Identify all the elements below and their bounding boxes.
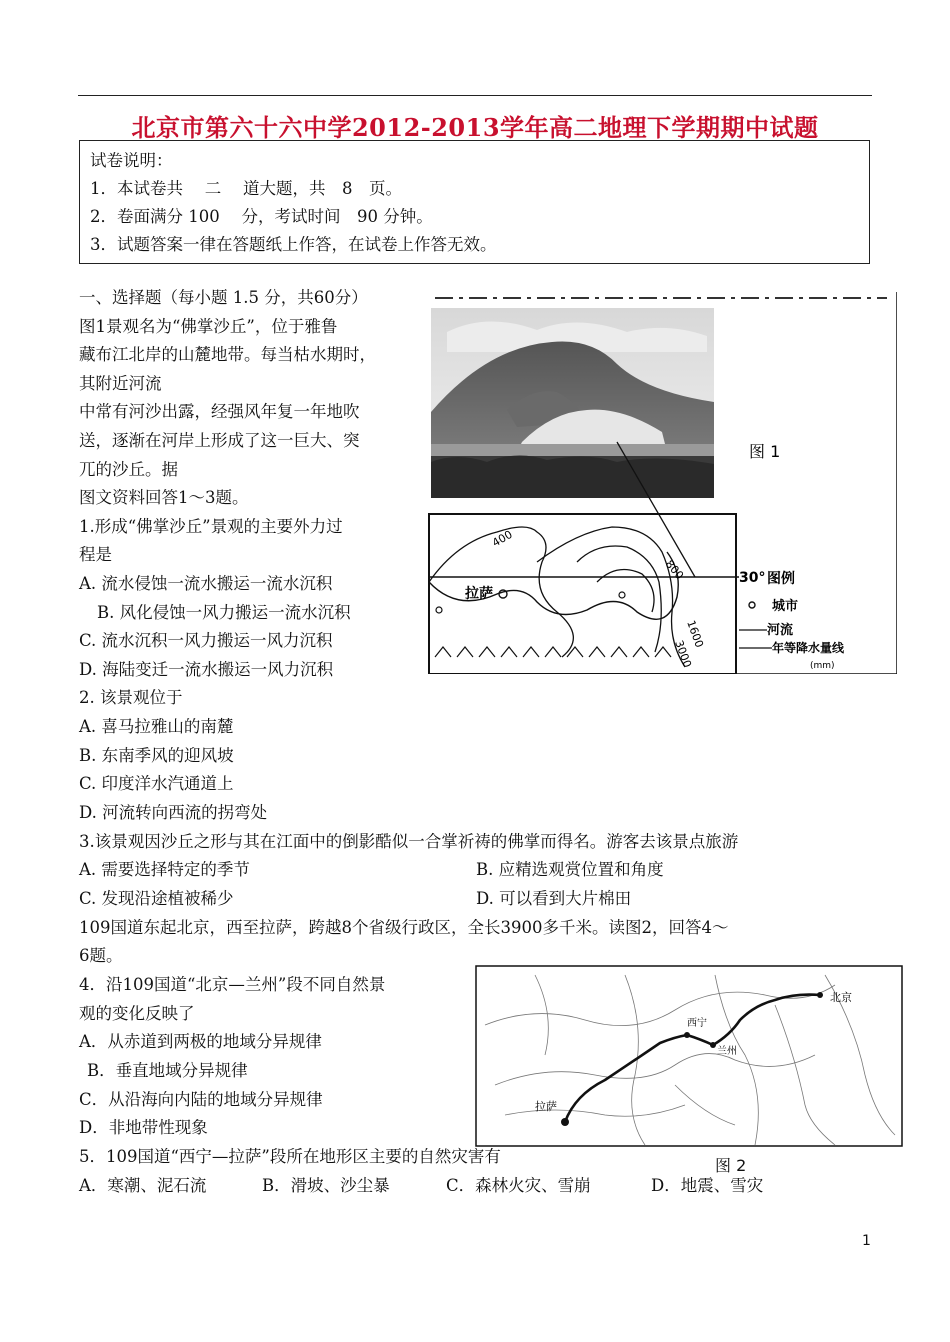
figure-1-caption: 图 1 [749,442,781,461]
question-4-stem: 观的变化反映了 [79,1004,195,1023]
note-item: 1．本试卷共 二 道大题，共 8 页。 [90,179,402,198]
city-label-beijing: 北京 [830,991,852,1004]
legend-unit: (mm) [810,661,835,671]
isohyet-label-400: 400 [490,527,515,550]
question-5-option-c: C．森林火灾、雪崩 [446,1176,591,1195]
question-5-stem: 5．109国道“西宁—拉萨”段所在地形区主要的自然灾害有 [79,1147,501,1166]
figure-2-caption: 图 2 [715,1156,747,1175]
question-4-option-b: B．垂直地域分异规律 [87,1061,248,1080]
intro-line: 送，逐渐在河岸上形成了这一巨大、突 [79,431,360,450]
question-1-option-c: C. 流水沉积一风力搬运一风力沉积 [79,631,333,650]
mountain-symbols [435,647,671,657]
sand-dune-photo [431,308,714,498]
city-marker-xining [684,1032,690,1038]
page-title: 北京市第六十六中学2012-2013学年高二地理下学期期中试题 [131,113,819,142]
question-1-option-b: B. 风化侵蚀一风力搬运一流水沉积 [97,603,351,622]
question-3-option-a: A. 需要选择特定的季节 [79,860,250,879]
legend-isohyet-label: 年等降水量线 [772,641,845,655]
question-5-option-b: B．滑坡、沙尘暴 [262,1176,390,1195]
question-2-stem: 2. 该景观位于 [79,688,183,707]
question-2-option-c: C. 印度洋水汽通道上 [79,774,234,793]
question-4-option-c: C．从沿海向内陆的地域分异规律 [79,1090,323,1109]
section-heading: 一、选择题（每小题 1.5 分，共60分） [79,288,368,307]
question-1-option-d: D. 海陆变迁一流水搬运一风力沉积 [79,660,334,679]
city-marker-beijing [817,992,823,998]
question-4-option-a: A．从赤道到两极的地域分异规律 [79,1032,322,1051]
notes-heading: 试卷说明： [90,151,173,170]
isohyet-label-1600: 1600 [684,618,706,650]
question-1-option-a: A. 流水侵蚀一流水搬运一流水沉积 [79,574,333,593]
intro2-line: 6题。 [79,946,123,965]
legend-city-label: 城市 [772,599,799,614]
question-3-option-b: B. 应精选观赏位置和角度 [476,860,664,879]
figure-2 [475,965,905,1151]
city-label-lhasa: 拉萨 [535,1100,557,1113]
intro2-line: 109国道东起北京，西至拉萨，跨越8个省级行政区，全长3900多千米。读图2，回答4～ [79,918,729,937]
intro-line: 中常有河沙出露，经强风年复一年地吹 [79,402,360,421]
note-item: 2．卷面满分 100 分，考试时间 90 分钟。 [90,207,433,226]
city-marker-lanzhou [710,1042,716,1048]
question-2-option-a: A. 喜马拉雅山的南麓 [79,717,234,736]
intro-line: 图1景观名为“佛掌沙丘”，位于雅鲁 [79,317,338,336]
question-2-option-d: D. 河流转向西流的拐弯处 [79,803,268,822]
question-5-option-a: A．寒潮、泥石流 [79,1176,207,1195]
city-marker-lhasa [561,1118,569,1126]
intro-line: 图文资料回答1～3题。 [79,488,249,507]
question-3-option-c: C. 发现沿途植被稀少 [79,889,234,908]
exam-notes-box [79,140,870,264]
city-label-lanzhou: 兰州 [717,1046,737,1057]
page-number: 1 [862,1233,871,1249]
figure-1 [427,292,897,674]
latitude-label: 30° [739,570,766,586]
legend-title: 图例 [767,571,795,587]
figure-frame-edge [737,292,897,674]
city-marker [619,592,625,598]
question-2-option-b: B. 东南季风的迎风坡 [79,746,234,765]
isohyet-label-3000: 3000 [672,638,694,670]
city-marker [436,607,442,613]
isohyet-label-800: 800 [662,557,687,583]
header-rule [78,95,872,96]
legend-river-label: 河流 [767,623,794,638]
question-4-stem: 4．沿109国道“北京—兰州”段不同自然景 [79,975,386,994]
question-5-option-d: D．地震、雪灾 [651,1176,764,1195]
question-3-option-d: D. 可以看到大片棉田 [476,889,632,908]
city-label-xining: 西宁 [687,1018,707,1029]
question-3-stem: 3.该景观因沙丘之形与其在江面中的倒影酷似一合掌祈祷的佛掌而得名。游客去该景点旅游 [79,832,739,851]
intro-line: 兀的沙丘。据 [79,460,178,479]
question-4-option-d: D．非地带性现象 [79,1118,208,1137]
question-1-stem: 1.形成“佛掌沙丘”景观的主要外力过 [79,517,343,536]
city-marker-lhasa [499,590,507,598]
city-label-lhasa: 拉萨 [465,586,493,602]
note-item: 3．试题答案一律在答题纸上作答，在试卷上作答无效。 [90,235,497,254]
intro-line: 藏布江北岸的山麓地带。每当枯水期时， [79,345,376,364]
intro-line: 其附近河流 [79,374,162,393]
legend-city-symbol [749,602,755,608]
question-1-stem: 程是 [79,545,112,564]
